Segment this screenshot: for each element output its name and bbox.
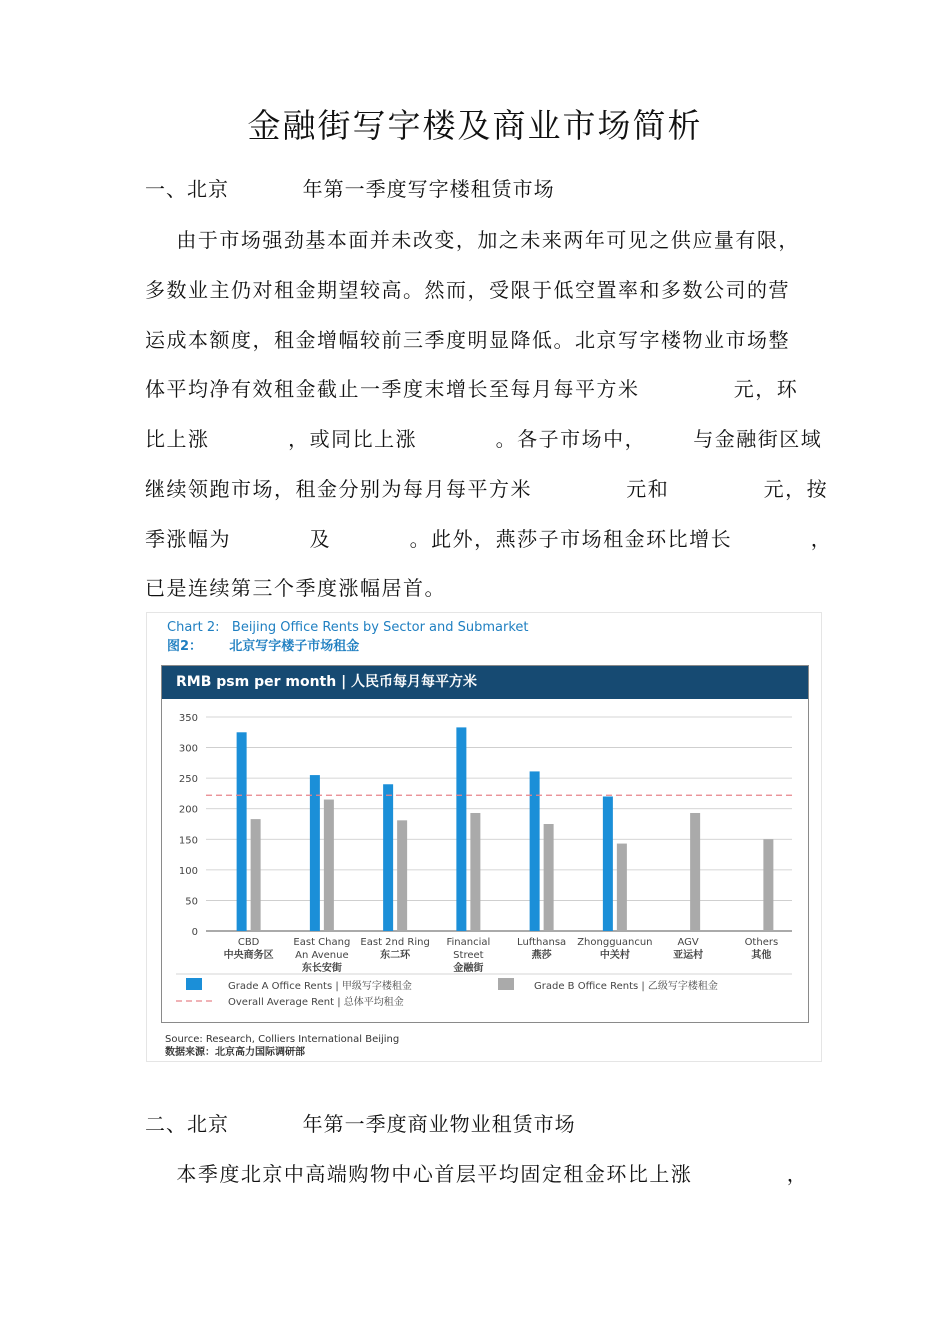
x-tick-label: 其他: [751, 950, 772, 961]
y-tick-label: 50: [185, 896, 198, 908]
bar-grade-b: [470, 813, 480, 931]
x-tick-label: Financial: [446, 937, 491, 948]
chart-source: [165, 1033, 399, 1059]
x-tick-label: 中关村: [599, 950, 630, 961]
y-tick-label: 300: [178, 743, 198, 755]
bar-grade-a: [237, 732, 247, 931]
bar-grade-b: [617, 844, 627, 931]
bar-grade-b: [544, 824, 554, 931]
bar-grade-b: [763, 839, 773, 931]
paragraph-line: 运成本额度，租金增幅较前三季度明显降低。北京写字楼物业市场整: [145, 328, 790, 352]
bar-grade-a: [383, 784, 393, 931]
paragraph-line: 由于市场强劲基本面并未改变，加之未来两年可见之供应量有限，: [145, 228, 800, 252]
chart-panel: [161, 665, 809, 1023]
legend-swatch-grade-a: [186, 978, 202, 990]
x-tick-label: AGV: [677, 937, 699, 948]
bar-grade-b: [324, 800, 334, 931]
source-en: Source: Research, Colliers International Beijing: [165, 1034, 400, 1045]
bar-chart: [162, 700, 808, 1022]
source-cn: 数据来源：北京高力国际调研部: [165, 1047, 305, 1058]
paragraph-line: 继续领跑市场，租金分别为每月每平方米 元和 元，按: [145, 477, 829, 501]
bar-grade-b: [397, 820, 407, 931]
paragraph-line: 多数业主仍对租金期望较高。然而，受限于低空置率和多数公司的营: [145, 278, 790, 302]
bar-grade-a: [603, 796, 613, 931]
bar-grade-a: [310, 775, 320, 931]
chart-title-en: Chart 2: Beijing Office Rents by Sector and Submarket: [167, 620, 529, 635]
legend-label-grade-a: Grade A Office Rents | 甲级写字楼租金: [228, 981, 412, 992]
legend-swatch-grade-b: [498, 978, 514, 990]
legend-label-grade-b: Grade B Office Rents | 乙级写字楼租金: [534, 981, 718, 992]
paragraph-line: 比上涨 ，或同比上涨 。各子市场中， 与金融街区域: [145, 427, 823, 451]
x-tick-label: 金融街: [453, 963, 484, 974]
bar-grade-b: [251, 819, 261, 931]
paragraph-line: 季涨幅为 及 。此外，燕莎子市场租金环比增长 ，: [145, 527, 833, 551]
x-tick-label: East Chang: [293, 937, 351, 948]
bar-grade-b: [690, 813, 700, 931]
section-heading-office: 一、北京 年第一季度写字楼租赁市场: [145, 177, 555, 201]
x-tick-label: An Avenue: [295, 950, 349, 961]
x-tick-label: 东二环: [380, 950, 411, 961]
x-tick-label: 亚运村: [673, 950, 704, 961]
y-tick-label: 200: [178, 804, 198, 816]
paragraph-line: 体平均净有效租金截止一季度末增长至每月每平方米 元，环: [145, 377, 799, 401]
x-tick-label: 中央商务区: [223, 950, 274, 961]
x-tick-label: 燕莎: [531, 950, 552, 961]
x-tick-label: Lufthansa: [517, 937, 567, 948]
x-tick-label: Street: [453, 950, 484, 961]
document-title: 金融街写字楼及商业市场简析: [247, 106, 703, 145]
y-tick-label: 250: [178, 774, 198, 786]
paragraph-line: 本季度北京中高端购物中心首层平均固定租金环比上涨 ，: [145, 1162, 809, 1186]
legend-label-average: Overall Average Rent | 总体平均租金: [228, 997, 404, 1008]
x-tick-label: Others: [744, 937, 779, 948]
y-tick-label: 0: [191, 927, 198, 938]
y-tick-label: 150: [178, 835, 198, 847]
bar-grade-a: [456, 727, 466, 931]
x-tick-label: East 2nd Ring: [360, 937, 430, 948]
x-tick-label: CBD: [237, 937, 260, 948]
paragraph-line: 已是连续第三个季度涨幅居首。: [145, 576, 446, 600]
y-tick-label: 100: [178, 865, 198, 877]
x-tick-label: Zhongguancun: [577, 937, 653, 948]
x-tick-label: 东长安街: [301, 963, 342, 974]
section-heading-retail: 二、北京 年第一季度商业物业租赁市场: [145, 1112, 576, 1136]
chart-figure: [146, 612, 822, 1062]
chart-title-cn: 图2： 北京写字楼子市场租金: [167, 639, 360, 654]
y-tick-label: 350: [178, 713, 198, 724]
chart-unit-header: RMB psm per month | 人民币每月每平方米: [162, 666, 808, 699]
